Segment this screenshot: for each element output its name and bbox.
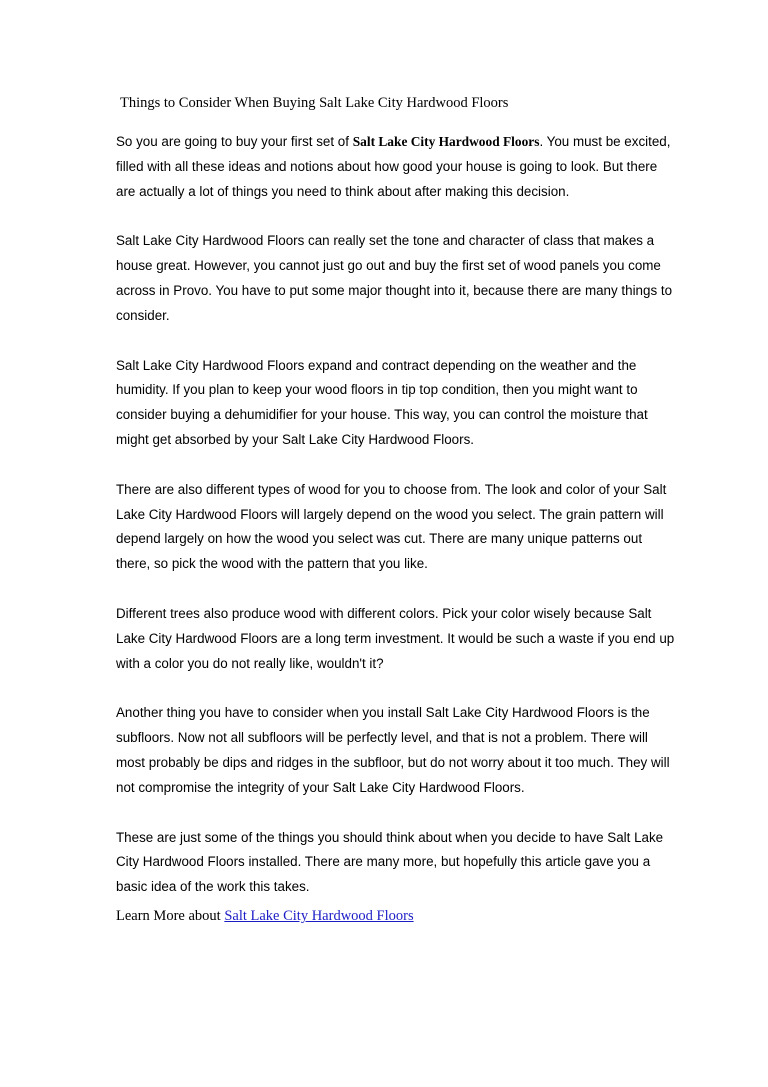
document-page	[116, 94, 676, 925]
learn-more-link[interactable]: Salt Lake City Hardwood Floors	[224, 907, 414, 924]
paragraph-humidity: Salt Lake City Hardwood Floors expand and contract depending on the weather and the humidity. If you plan to keep your wood floors in tip top condition, then you might want to consider buying a dehumidifier for your house. This way, you can control the moisture that might get absorbed by your Salt Lake City Hardwood Floors.	[116, 357, 648, 447]
intro-text-before: So you are going to buy your first set of	[116, 134, 353, 149]
document-title: Things to Consider When Buying Salt Lake City Hardwood Floors	[120, 95, 509, 111]
intro-emphasis: Salt Lake City Hardwood Floors	[352, 134, 540, 149]
paragraph-conclusion: These are just some of the things you should think about when you decide to have Salt Lake City Hardwood Floors installed. There are many more, but hopefully this article gave you a basic idea of the work this takes.	[116, 829, 664, 895]
paragraph-colors: Different trees also produce wood with different colors. Pick your color wisely because Salt Lake City Hardwood Floors are a long term investment. It would be such a waste if you end up with a color you do not really like, wouldn't it?	[116, 605, 675, 671]
paragraph-subfloors: Another thing you have to consider when you install Salt Lake City Hardwood Floors is the subfloors. Now not all subfloors will be perfectly level, and that is not a problem. There will most probably be dips and ridges in the subfloor, but do not worry about it too much. They will not compromise the integrity of your Salt Lake City Hardwood Floors.	[116, 705, 670, 795]
learn-more-label: Learn More about	[116, 907, 225, 924]
learn-more-line	[116, 907, 676, 925]
paragraph-tone: Salt Lake City Hardwood Floors can really set the tone and character of class that makes a house great. However, you cannot just go out and buy the first set of wood panels you come across in Provo. You have to put some major thought into it, because there are many things to consider.	[116, 233, 673, 323]
paragraph-wood-types: There are also different types of wood for you to choose from. The look and color of your Salt Lake City Hardwood Floors will largely depend on the wood you select. The grain pattern will depend largely on how the wood you select was cut. There are many unique patterns out there, so pick the wood with the pattern that you like.	[116, 481, 667, 572]
intro-paragraph	[116, 130, 676, 204]
intro-text-after: . You must be excited, filled with all these ideas and notions about how good your house is going to look. But there are actually a lot of things you need to think about after making this decision.	[116, 134, 671, 199]
